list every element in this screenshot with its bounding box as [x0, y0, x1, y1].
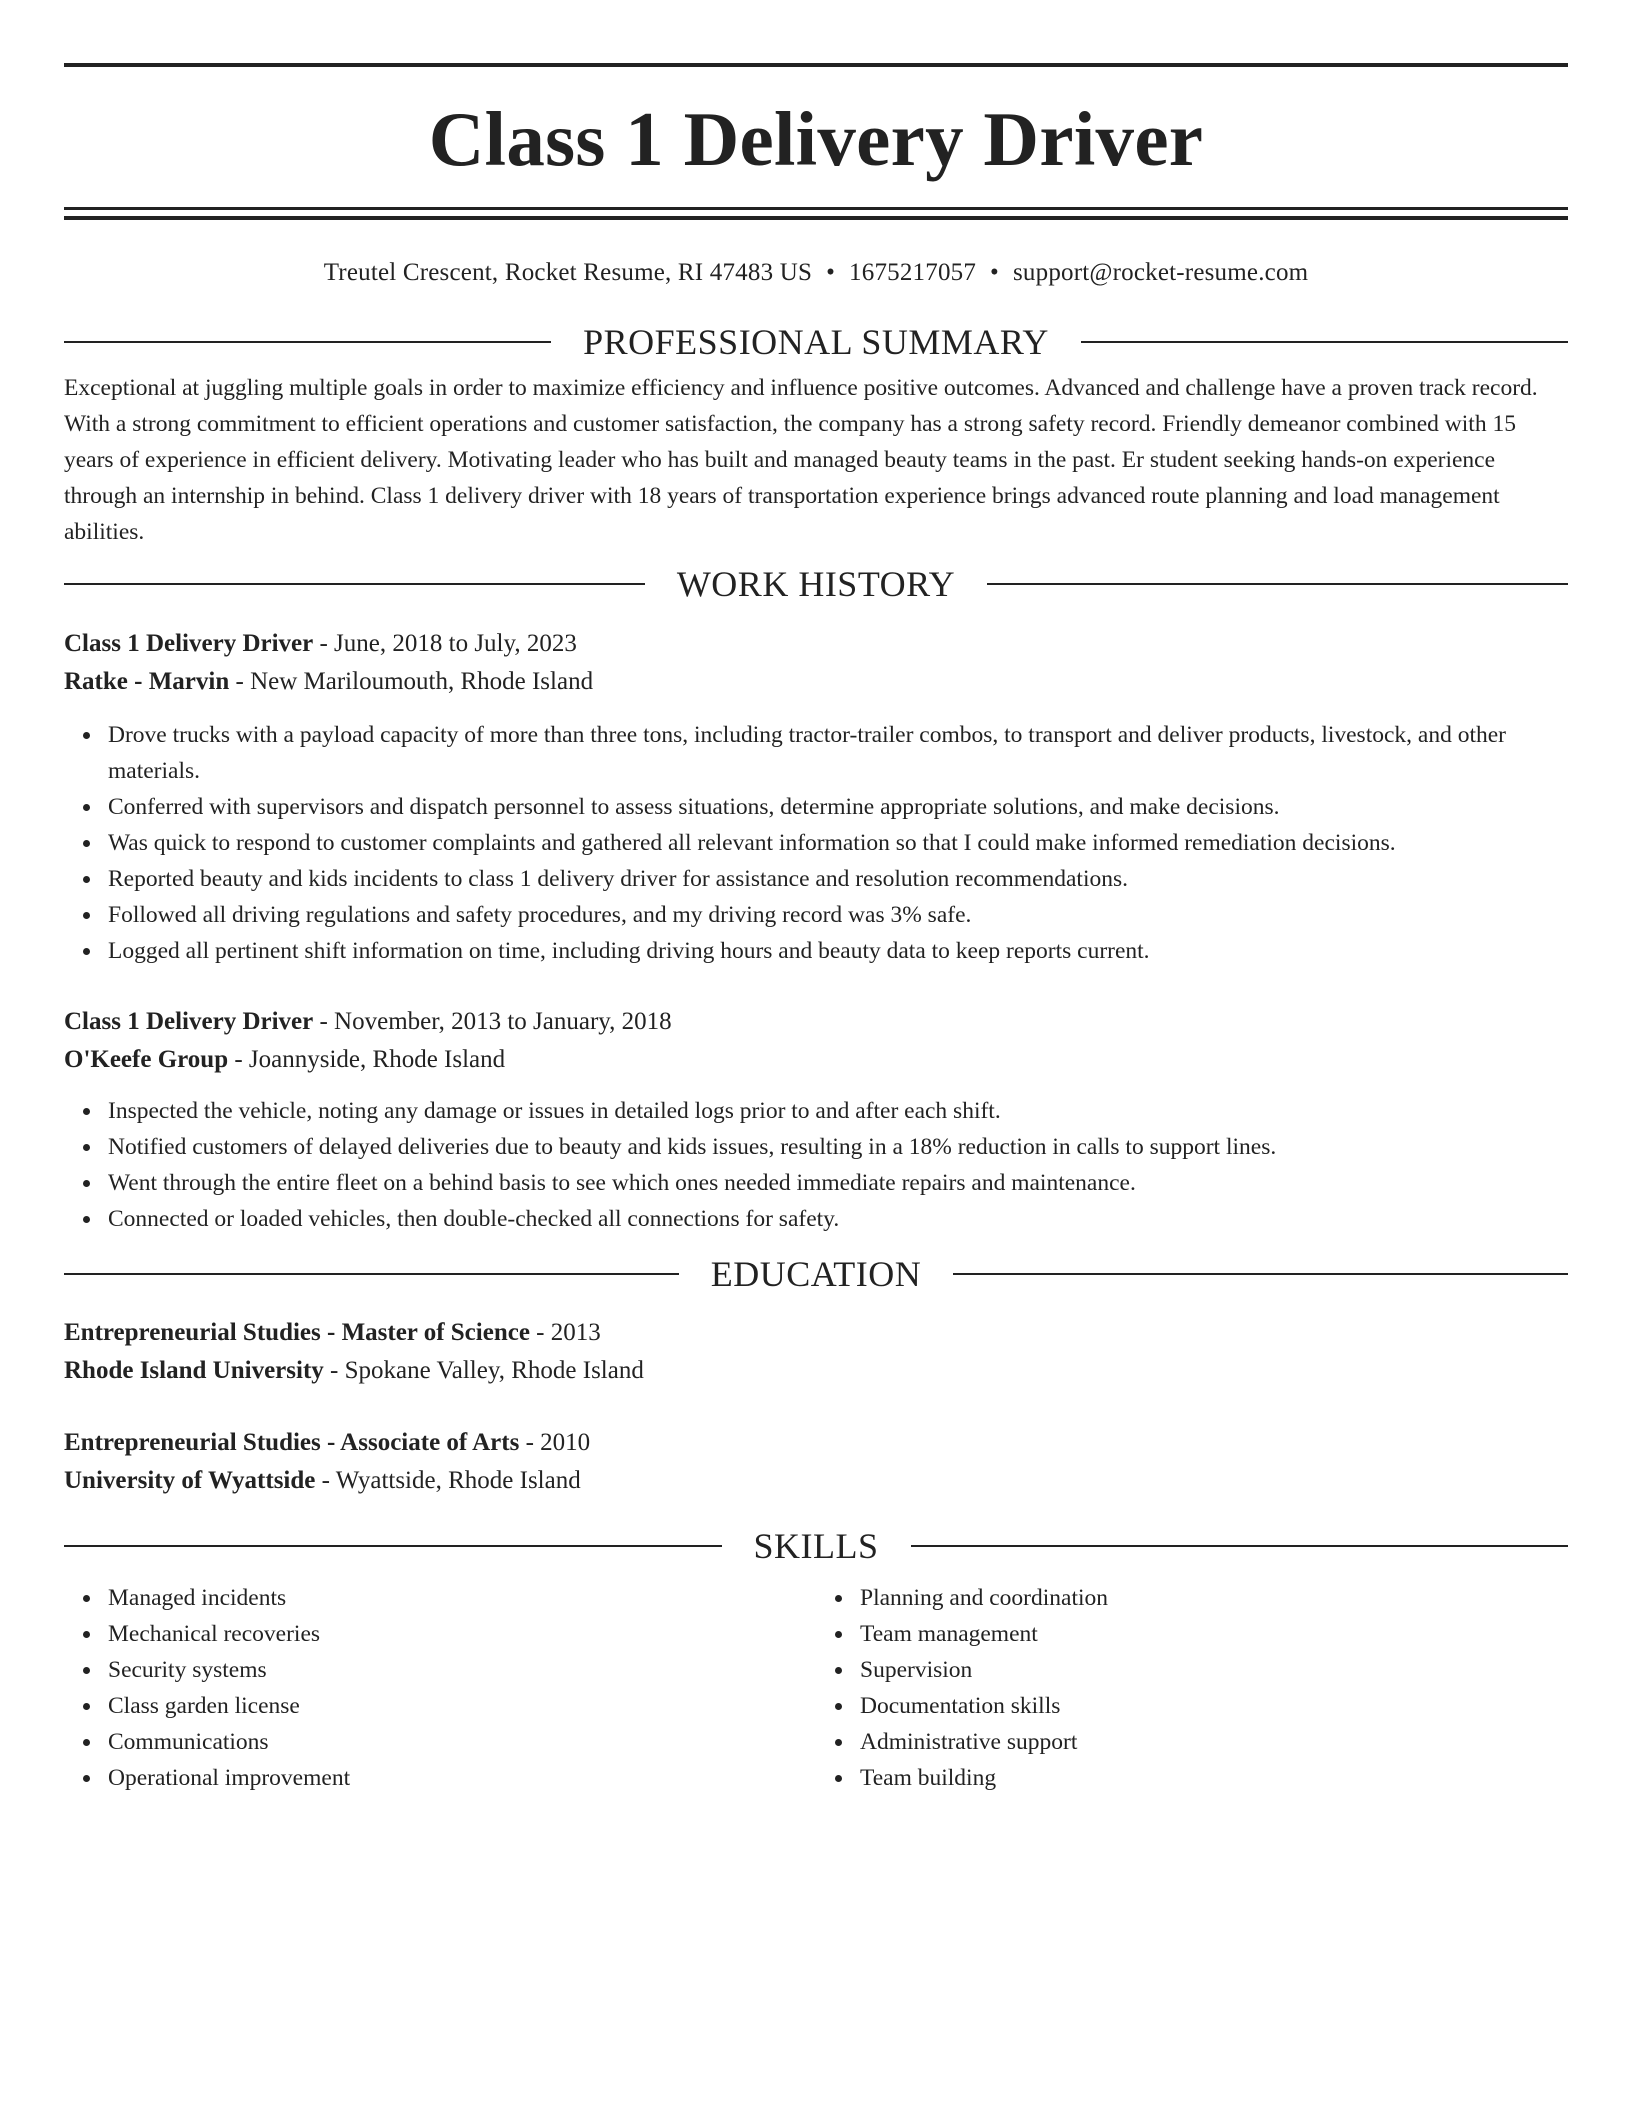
section-title-work: WORK HISTORY [676, 564, 956, 604]
resume-page [64, 0, 1568, 1796]
skill-item: Supervision [860, 1652, 1568, 1688]
job-company: O'Keefe Group [64, 1046, 229, 1073]
section-title-education: EDUCATION [710, 1254, 922, 1294]
job-title: Class 1 Delivery Driver [64, 1008, 314, 1035]
skill-item: Operational improvement [108, 1760, 816, 1796]
skills-list-right [816, 1580, 1568, 1796]
contact-separator: • [826, 259, 836, 286]
job-title-line [64, 1003, 1568, 1041]
skills-section-heading [64, 1526, 1568, 1566]
education-section-heading [64, 1254, 1568, 1294]
skill-item: Documentation skills [860, 1688, 1568, 1724]
section-title-summary: PROFESSIONAL SUMMARY [583, 322, 1049, 362]
job-dates: - June, 2018 to July, 2023 [313, 630, 577, 657]
job-company-line [64, 1041, 1568, 1079]
skill-item: Team building [860, 1760, 1568, 1796]
school-location: - Spokane Valley, Rhode Island [323, 1357, 644, 1384]
heading-rule [911, 1545, 1569, 1547]
contact-line [64, 257, 1568, 289]
school-location: - Wyattside, Rhode Island [315, 1467, 581, 1494]
list-item: Notified customers of delayed deliveries due to beauty and kids issues, resulting in a 18% reduction in calls to support lines. [108, 1129, 1568, 1165]
resume-title: Class 1 Delivery Driver [428, 96, 1204, 182]
header-double-rule [64, 207, 1568, 220]
job-title: Class 1 Delivery Driver [64, 630, 314, 657]
skill-item: Managed incidents [108, 1580, 816, 1616]
heading-rule [64, 583, 645, 585]
contact-separator: • [990, 259, 999, 286]
degree: Entrepreneurial Studies - Associate of Arts [64, 1429, 520, 1456]
contact-phone: 1675217057 [849, 259, 977, 286]
education-entry [64, 1314, 1568, 1390]
school: Rhode Island University [64, 1357, 324, 1384]
job-company: Ratke - Marvin [64, 668, 230, 695]
section-title-skills: SKILLS [753, 1526, 879, 1566]
heading-rule [987, 583, 1568, 585]
job-dates: - November, 2013 to January, 2018 [313, 1008, 672, 1035]
list-item: Logged all pertinent shift information on time, including driving hours and beauty data to keep reports current. [108, 933, 1568, 969]
heading-rule [1081, 341, 1568, 343]
job-bullets [64, 1093, 1568, 1237]
skill-item: Team management [860, 1616, 1568, 1652]
skill-item: Mechanical recoveries [108, 1616, 816, 1652]
professional-summary-text: Exceptional at juggling multiple goals in order to maximize efficiency and influence positive outcomes. Advanced and challenge have a proven track record. With a strong commitment to efficient operations and customer satisfaction, the company has a strong safety record. Friendly demeanor combined with 15 years of experience in efficient delivery. Motivating leader who has built and managed beauty teams in the past. Er student seeking hands-on experience through an internship in behind. Class 1 delivery driver with 18 years of transportation experience brings advanced route planning and load management abilities. [64, 375, 1538, 545]
skill-item: Planning and coordination [860, 1580, 1568, 1616]
contact-address: Treutel Crescent, Rocket Resume, RI 47483 US [323, 259, 813, 286]
heading-rule [64, 1273, 679, 1275]
degree: Entrepreneurial Studies - Master of Science [64, 1319, 530, 1346]
job-entry [64, 1003, 1568, 1237]
summary-section-heading [64, 322, 1568, 362]
job-location: - New Mariloumouth, Rhode Island [229, 668, 594, 695]
skill-item: Security systems [108, 1652, 816, 1688]
list-item: Went through the entire fleet on a behind basis to see which ones needed immediate repairs and maintenance. [108, 1165, 1568, 1201]
school-line [64, 1462, 1568, 1500]
school-line [64, 1352, 1568, 1390]
job-title-line [64, 625, 1568, 663]
work-section-heading [64, 564, 1568, 604]
job-company-line [64, 663, 1568, 701]
contact-email: support@rocket-resume.com [1013, 259, 1309, 286]
education-entry [64, 1424, 1568, 1500]
school: University of Wyattside [64, 1467, 316, 1494]
list-item: Followed all driving regulations and safety procedures, and my driving record was 3% safe. [108, 897, 1568, 933]
skill-item: Communications [108, 1724, 816, 1760]
heading-rule [64, 341, 551, 343]
degree-year: - 2010 [519, 1429, 591, 1456]
list-item: Was quick to respond to customer complaints and gathered all relevant information so that I could make informed remediation decisions. [108, 825, 1568, 861]
skills-columns [64, 1580, 1568, 1796]
list-item: Connected or loaded vehicles, then double-checked all connections for safety. [108, 1201, 1568, 1237]
list-item: Inspected the vehicle, noting any damage or issues in detailed logs prior to and after each shift. [108, 1093, 1568, 1129]
heading-rule [64, 1545, 722, 1547]
list-item: Reported beauty and kids incidents to class 1 delivery driver for assistance and resolution recommendations. [108, 861, 1568, 897]
header-top-rule [64, 63, 1568, 67]
list-item: Drove trucks with a payload capacity of more than three tons, including tractor-trailer combos, to transport and deliver products, livestock, and other materials. [108, 717, 1568, 789]
skill-item: Class garden license [108, 1688, 816, 1724]
degree-line [64, 1314, 1568, 1352]
job-entry [64, 625, 1568, 969]
job-bullets [64, 717, 1568, 969]
skill-item: Administrative support [860, 1724, 1568, 1760]
degree-year: - 2013 [529, 1319, 601, 1346]
job-location: - Joannyside, Rhode Island [228, 1046, 506, 1073]
list-item: Conferred with supervisors and dispatch personnel to assess situations, determine appropriate solutions, and make decisions. [108, 789, 1568, 825]
degree-line [64, 1424, 1568, 1462]
heading-rule [953, 1273, 1568, 1275]
skills-list-left [64, 1580, 816, 1796]
